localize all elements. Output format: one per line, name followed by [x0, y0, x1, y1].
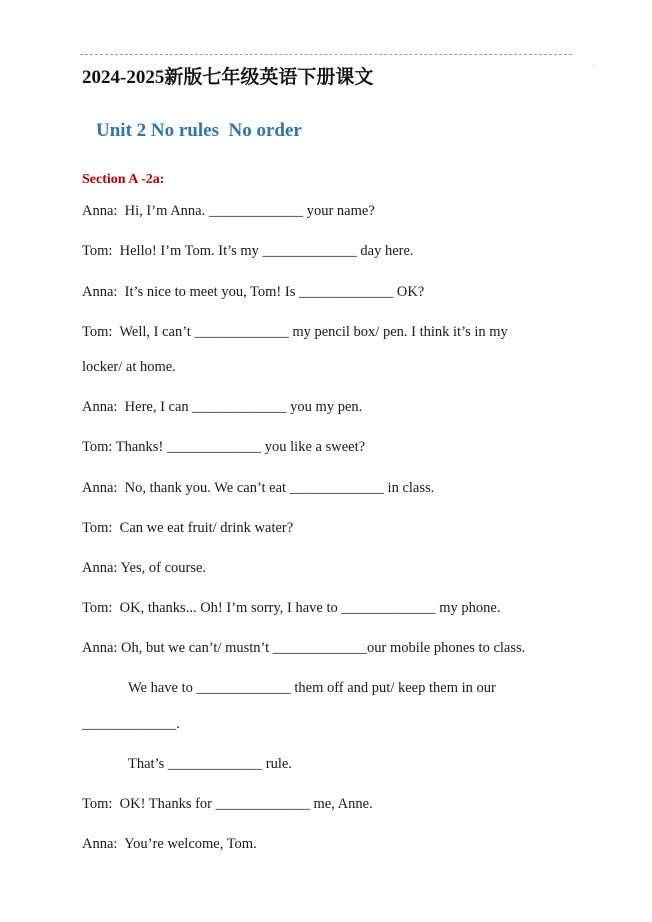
dialogue-line: We have to _____________ them off and put/ keep them in our [128, 680, 496, 696]
dialogue-line: Anna: Yes, of course. [82, 560, 207, 576]
dialogue-line: Anna: Hi, I’m Anna. _____________ your name? [82, 203, 375, 219]
corner-mark: · [592, 62, 595, 71]
dialogue-line: Tom: Hello! I’m Tom. It’s my _____________ day here. [82, 243, 414, 259]
section-label: Section A -2a: [82, 172, 165, 187]
top-divider [80, 54, 572, 55]
document-title: 2024-2025新版七年级英语下册课文 [82, 67, 374, 88]
dialogue-line: Anna: It’s nice to meet you, Tom! Is _____________ OK? [82, 284, 425, 300]
dialogue-line: That’s _____________ rule. [128, 756, 292, 772]
dialogue-line: Anna: No, thank you. We can’t eat _____________ in class. [82, 480, 435, 496]
dialogue-line: Tom: Thanks! _____________ you like a sweet? [82, 439, 366, 455]
dialogue-line: _____________. [82, 716, 180, 732]
dialogue-line: Anna: Oh, but we can’t/ mustn’t _____________our mobile phones to class. [82, 640, 526, 656]
dialogue-line: Tom: OK, thanks... Oh! I’m sorry, I have to _____________ my phone. [82, 600, 501, 616]
dialogue-line: locker/ at home. [82, 359, 176, 375]
dialogue-line: Tom: Can we eat fruit/ drink water? [82, 520, 294, 536]
unit-title: Unit 2 No rules No order [96, 120, 302, 141]
dialogue-line: Tom: Well, I can’t _____________ my pencil box/ pen. I think it’s in my [82, 324, 508, 340]
dialogue-line: Tom: OK! Thanks for _____________ me, Anne. [82, 796, 373, 812]
dialogue-line: Anna: Here, I can _____________ you my pen. [82, 399, 363, 415]
dialogue-line: Anna: You’re welcome, Tom. [82, 836, 257, 852]
